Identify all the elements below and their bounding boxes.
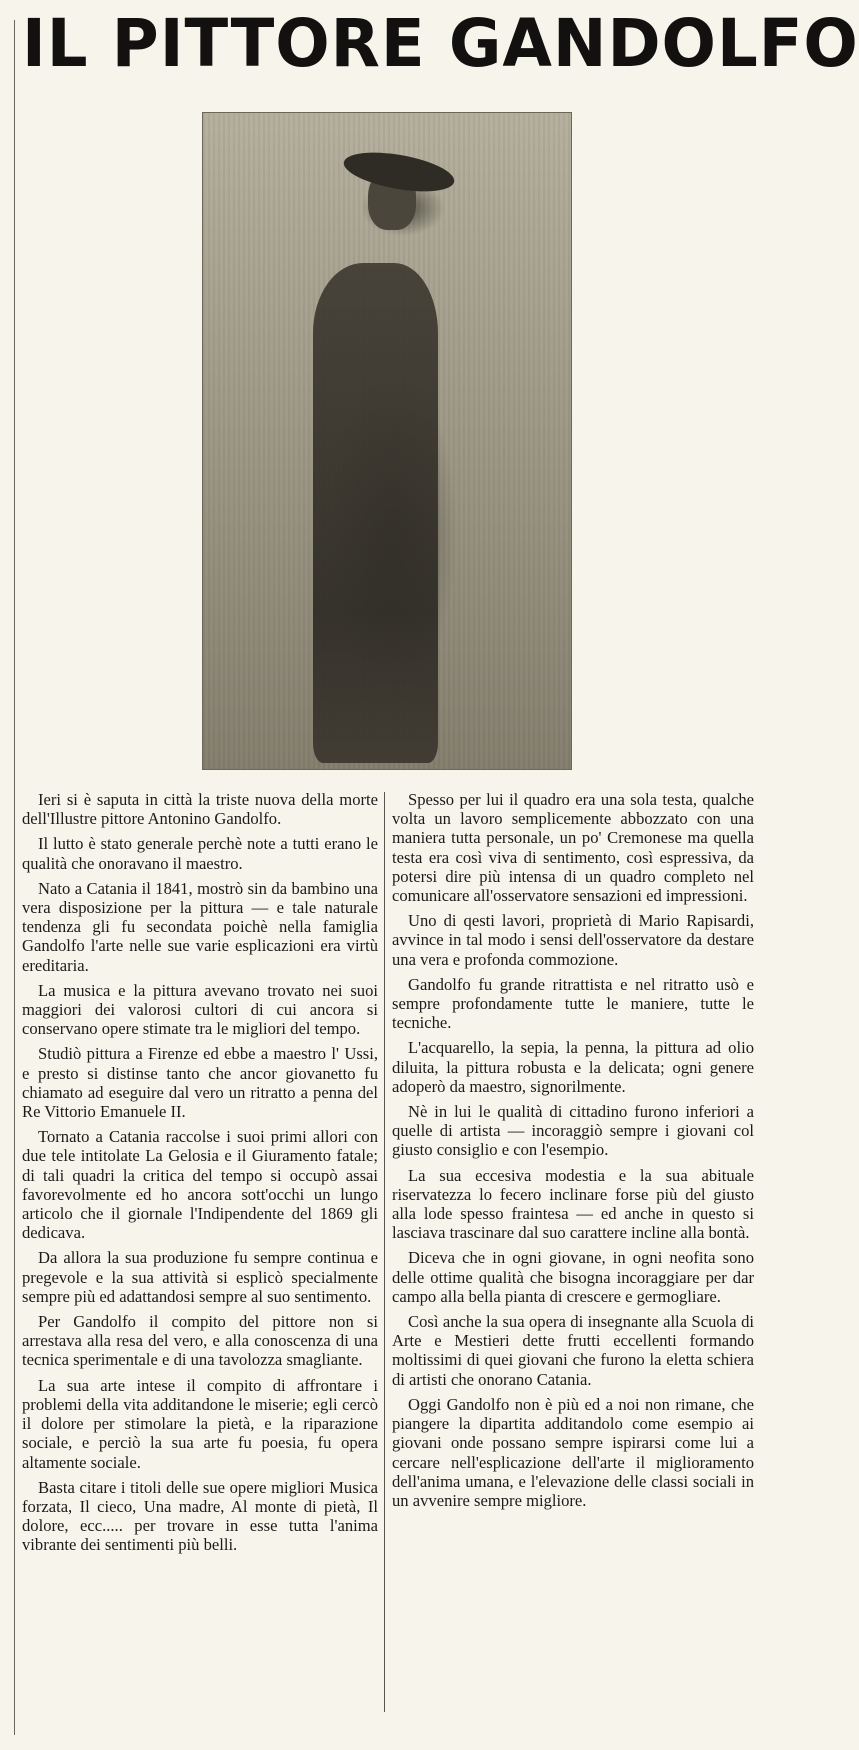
paragraph: Tornato a Catania raccolse i suoi primi allori con due tele intitolate La Gelosia e il Giuramento fatale; di tali quadri la critica del tempo si occupò assai favorevolmente ed ho ancora sott'occhi un lungo articolo che il giornale l'Indipendente del 1869 gli dedicava.: [22, 1127, 378, 1243]
paragraph: La sua arte intese il compito di affrontare i problemi della vita additandone le miserie; egli cercò il dolore per stimolare la pietà, e la riparazione sociale, e perciò la sua arte fu poesia, fu opera altamente sociale.: [22, 1375, 378, 1472]
paragraph: L'acquarello, la sepia, la penna, la pittura ad olio diluita, la pittura robusta e la delicata; ogni genere adoperò da maestro, signorilmente.: [392, 1038, 754, 1096]
right-column: [392, 790, 754, 1516]
paragraph: Da allora la sua produzione fu sempre continua e pregevole e la sua attività si esplicò specialmente sempre più ed adattandosi sempre al suo sentimento.: [22, 1248, 378, 1306]
paragraph: La sua eccesiva modestia e la sua abituale riservatezza lo fecero inclinare forse più del giusto alla lode spesso fraintesa — ed anche in questo si lasciava trascinare dal suo carattere incline alla bontà.: [392, 1165, 754, 1243]
paragraph: Il lutto è stato generale perchè note a tutti erano le qualità che onoravano il maestro.: [22, 834, 378, 873]
paragraph: Uno di qesti lavori, proprietà di Mario Rapisardi, avvince in tal modo i sensi dell'osservatore da destare una vera e profonda commozione.: [392, 911, 754, 969]
paragraph: Spesso per lui il quadro era una sola testa, qualche volta un lavoro semplicemente abbozzato con una maniera tutta personale, un po' Cremonese ma quella testa era così viva di sentimento, così espressiva, da potersi dire più intensa di un quadro completo nel comunicare all'osservatore sensazioni ed impressioni.: [392, 790, 754, 906]
portrait-photo: [202, 112, 572, 770]
paragraph: Gandolfo fu grande ritrattista e nel ritratto usò e sempre profondamente tutte le maniere, tutte le tecniche.: [392, 974, 754, 1033]
paragraph: Diceva che in ogni giovane, in ogni neofita sono delle ottime qualità che bisogna incoraggiare per dar campo alla bella pianta di crescere e germogliare.: [392, 1248, 754, 1306]
article-headline: IL PITTORE GANDOLFO: [22, 5, 859, 82]
column-rule: [14, 20, 15, 1735]
paragraph: Così anche la sua opera di insegnante alla Scuola di Arte e Mestieri dette frutti eccellenti formando moltissimi di quei giovani che furono la eletta schiera di artisti che onorano Catania.: [392, 1312, 754, 1389]
paragraph: Basta citare i titoli delle sue opere migliori Musica forzata, Il cieco, Una madre, Al monte di pietà, Il dolore, ecc..... per trovare in esse tutta l'anima vibrante dei sentimenti più belli.: [22, 1477, 378, 1555]
figure-body: [313, 263, 438, 763]
paragraph: Nato a Catania il 1841, mostrò sin da bambino una vera disposizione per la pittura — e tale naturale tendenza gli fu secondata poichè nella famiglia Gandolfo l'arte nelle sue varie esplicazioni era virtù ereditaria.: [22, 878, 378, 975]
paragraph: Studiò pittura a Firenze ed ebbe a maestro l' Ussi, e presto si distinse tanto che ancor giovanetto fu chiamato ad eseguire dal vero un ritratto a penna del Re Vittorio Emanuele II.: [22, 1044, 378, 1122]
paragraph: Oggi Gandolfo non è più ed a noi non rimane, che piangere la dipartita additandolo come esempio ai giovani onde possano sempre ispirarsi come lui a cercare nell'esplicazione dell'arte il miglioramento dell'anima umana, e l'elevazione delle classi sociali in un avvenire sempre migliore.: [392, 1394, 754, 1510]
paragraph: La musica e la pittura avevano trovato nei suoi maggiori dei valorosi cultori di cui ancora si conservano opere stimate tra le migliori del tempo.: [22, 980, 378, 1039]
column-divider: [384, 792, 385, 1712]
paragraph: Nè in lui le qualità di cittadino furono inferiori a quelle di artista — incoraggiò sempre i giovani col giusto consiglio e con l'esempio.: [392, 1102, 754, 1160]
paragraph: Ieri si è saputa in città la triste nuova della morte dell'Illustre pittore Antonino Gandolfo.: [22, 790, 378, 829]
left-column: [22, 790, 378, 1561]
paragraph: Per Gandolfo il compito del pittore non si arrestava alla resa del vero, e alla conoscenza di una tecnica sperimentale e di una tavolozza smagliante.: [22, 1312, 378, 1370]
